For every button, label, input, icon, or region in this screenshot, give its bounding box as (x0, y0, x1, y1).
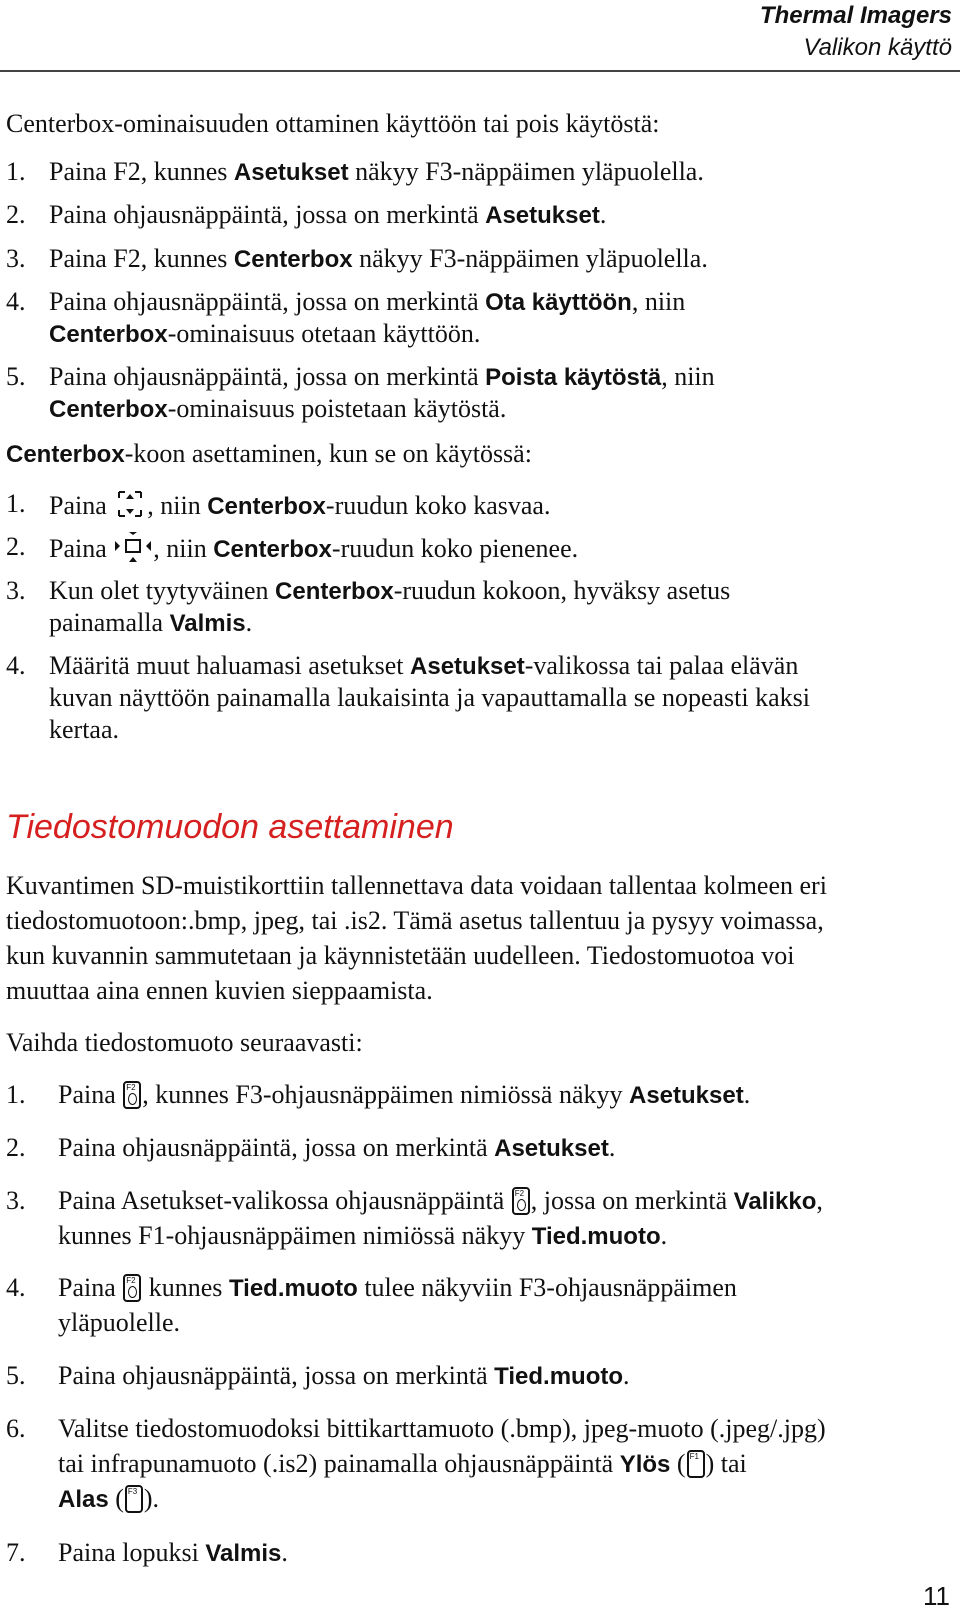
page-header (760, 0, 952, 64)
expand-icon (113, 488, 147, 528)
description-paragraph: Kuvantimen SD-muistikorttiin tallennettava data voidaan tallentaa kolmeen eri tiedostomuotoon:.bmp, jpeg, tai .is2. Tämä asetus tallentuu ja pysyy voimassa, kun kuvannin sammutetaan ja käynnistetään uudelleen. Tiedostomuotoa voi muuttaa aina ennen kuvien sieppaamista. (6, 871, 827, 1005)
shrink-icon (113, 531, 153, 571)
f2-key-icon: F2 (512, 1187, 530, 1215)
f2-key-icon: F2 (123, 1081, 141, 1109)
change-intro: Vaihda tiedostomuoto seuraavasti: (6, 1028, 363, 1057)
f2-key-icon: F2 (123, 1274, 141, 1302)
intro-text: Centerbox-ominaisuuden ottaminen käyttöön tai pois käytöstä: (6, 109, 660, 138)
header-divider (0, 70, 960, 72)
size-heading: Centerbox-koon asettaminen, kun se on käytössä: (6, 439, 532, 468)
item-number: 1. (6, 157, 26, 186)
page-number: 11 (923, 1581, 950, 1611)
f1-key-icon: F1 (687, 1450, 705, 1478)
header-title: Thermal Imagers (759, 2, 952, 29)
section-title: Tiedostomuodon asettaminen (6, 808, 454, 846)
header-subtitle: Valikon käyttö (803, 34, 952, 61)
f3-key-icon: F3 (125, 1485, 143, 1513)
